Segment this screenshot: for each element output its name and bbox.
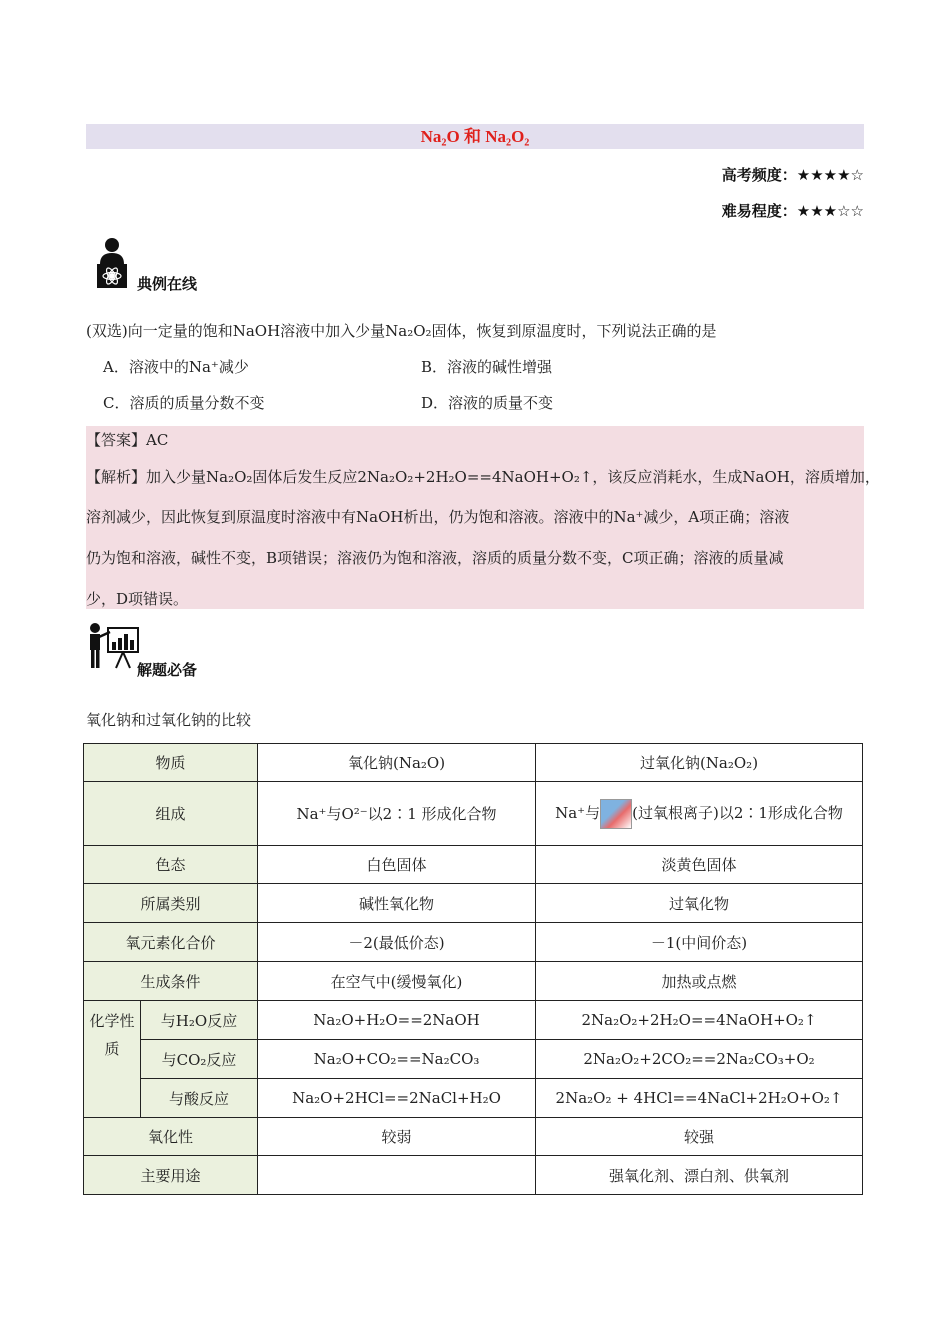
table-row	[84, 1156, 863, 1195]
exam-frequency: 高考频度：★★★★☆	[721, 166, 864, 184]
row-label: 色态	[84, 846, 258, 884]
table-cell: Na⁺与O²⁻以2∶1 形成化合物	[258, 782, 536, 846]
row-label: 氧元素化合价	[84, 923, 258, 962]
table-row	[84, 1118, 863, 1156]
row-sublabel: 与H₂O反应	[141, 1001, 258, 1040]
table-row	[84, 1001, 863, 1040]
analysis-line: 溶剂减少，因此恢复到原温度时溶液中有NaOH析出，仍为饱和溶液。溶液中的Na⁺减少，A项正确；溶液	[86, 508, 790, 526]
table-row	[84, 846, 863, 884]
row-label: 所属类别	[84, 884, 258, 923]
row-sublabel: 与酸反应	[141, 1079, 258, 1118]
table-row	[84, 1079, 863, 1118]
table-cell: 碱性氧化物	[258, 884, 536, 923]
table-row	[84, 744, 863, 782]
row-label: 主要用途	[84, 1156, 258, 1195]
cell-text: (过氧根离子)以2∶1形成化合物	[632, 803, 843, 822]
table-cell: 淡黄色固体	[536, 846, 863, 884]
analysis-line: 少，D项错误。	[86, 590, 189, 608]
cell-text: Na⁺与	[555, 803, 601, 822]
table-cell: 较强	[536, 1118, 863, 1156]
table-cell	[258, 1156, 536, 1195]
row-label: 氧化性	[84, 1118, 258, 1156]
presenter-chart-icon	[86, 622, 140, 670]
option-d: D．溶液的质量不变	[421, 394, 554, 412]
answer-line: 【答案】AC	[86, 431, 169, 449]
table-cell: Na₂O+2HCl==2NaCl+H₂O	[258, 1079, 536, 1118]
table-cell: 过氧化物	[536, 884, 863, 923]
header-cell: 过氧化钠(Na₂O₂)	[536, 744, 863, 782]
table-cell: 2Na₂O₂ + 4HCl==4NaCl+2H₂O+O₂↑	[536, 1079, 863, 1118]
header-cell: 物质	[84, 744, 258, 782]
table-cell: 强氧化剂、漂白剂、供氧剂	[536, 1156, 863, 1195]
table-cell: －1(中间价态)	[536, 923, 863, 962]
table-cell: Na₂O+CO₂==Na₂CO₃	[258, 1040, 536, 1079]
analysis-line: 仍为饱和溶液，碱性不变，B项错误；溶液仍为饱和溶液，溶质的质量分数不变，C项正确；溶液的质量减	[86, 549, 784, 567]
header-cell: 氧化钠(Na₂O)	[258, 744, 536, 782]
table-cell: 2Na₂O₂+2H₂O==4NaOH+O₂↑	[536, 1001, 863, 1040]
table-caption: 氧化钠和过氧化钠的比较	[86, 711, 252, 729]
row-sublabel: 与CO₂反应	[141, 1040, 258, 1079]
table-row	[84, 1040, 863, 1079]
question-stem: (双选)向一定量的饱和NaOH溶液中加入少量Na₂O₂固体，恢复到原温度时，下列说法正确的是	[86, 322, 717, 340]
table-cell	[536, 782, 863, 846]
row-label: 化学性质	[84, 1001, 141, 1118]
table-cell: 2Na₂O₂+2CO₂==2Na₂CO₃+O₂	[536, 1040, 863, 1079]
option-b: B．溶液的碱性增强	[421, 358, 553, 376]
table-cell: 加热或点燃	[536, 962, 863, 1001]
table-row	[84, 884, 863, 923]
table-row	[84, 923, 863, 962]
page-title: Na₂O 和 Na₂O₂	[86, 124, 864, 149]
analysis-line: 【解析】加入少量Na₂O₂固体后发生反应2Na₂O₂+2H₂O==4NaOH+O₂↑，该反应消耗水，生成NaOH，溶质增加，	[86, 468, 880, 486]
option-a: A．溶液中的Na⁺减少	[103, 358, 249, 376]
table-cell: Na₂O+H₂O==2NaOH	[258, 1001, 536, 1040]
table-row	[84, 782, 863, 846]
table-cell: 在空气中(缓慢氧化)	[258, 962, 536, 1001]
table-row	[84, 962, 863, 1001]
table-cell: 白色固体	[258, 846, 536, 884]
peroxide-ion-image	[600, 799, 632, 829]
row-label: 组成	[84, 782, 258, 846]
option-c: C．溶质的质量分数不变	[103, 394, 265, 412]
teacher-podium-icon	[92, 236, 132, 290]
table-cell: 较弱	[258, 1118, 536, 1156]
answer-box	[86, 426, 880, 609]
difficulty-level: 难易程度：★★★☆☆	[721, 202, 864, 220]
section-example-label: 典例在线	[137, 275, 198, 293]
comparison-table	[83, 743, 863, 1195]
section-prep-label: 解题必备	[137, 661, 198, 679]
row-label: 生成条件	[84, 962, 258, 1001]
table-cell: －2(最低价态)	[258, 923, 536, 962]
